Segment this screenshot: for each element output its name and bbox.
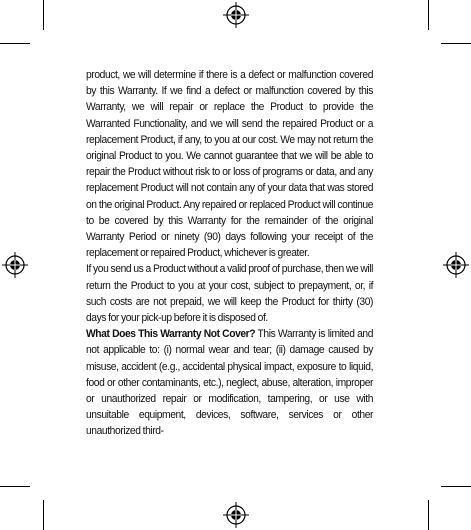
crop-mark-top-right-horizontal [441,43,471,44]
registration-mark-bottom-icon [223,502,249,528]
warranty-text-block [86,67,373,440]
warranty-paragraph-proof-of-purchase: If you send us a Product without a valid proof of purchase, then we will return the Product to you at your cost, subject to prepayment, or, if such costs are not prepaid, we will keep the Product for thirty (30) days for your pick-up before it is disposed of. [86,263,374,325]
registration-mark-right-icon [443,252,469,278]
crop-mark-bottom-left-vertical [43,500,44,530]
warranty-paragraph-repair: product, we will determine if there is a defect or malfunction covered by this Warranty. If we find a defect or malfunction covered by this Warranty, we will repair or replace the Product to provide the Warranted Functionality, and we will send the repaired Product or a replacement Product, if any, to you at our cost. We may not return the original Product to you. We cannot guarantee that we will be able to repair the Product without risk to or loss of programs or data, and any replacement Product will not contain any of your data that was stored on the original Product. Any repaired or replaced Product will continue to be covered by this Warranty for the remainder of the original Warranty Period or ninety (90) days following your receipt of the replacement or repaired Product, whichever is greater. [86,69,374,260]
crop-mark-bottom-right-horizontal [441,486,471,487]
crop-mark-bottom-right-vertical [428,500,429,530]
section-heading-not-covered: What Does This Warranty Not Cover? [86,328,256,341]
registration-mark-top-icon [223,2,249,28]
crop-mark-top-right-vertical [428,0,429,30]
registration-mark-left-icon [2,252,28,278]
not-covered-body: This Warranty is limited and not applicable to: (i) normal wear and tear; (ii) damage caused by misuse, accident (e.g., accidental physical impact, exposure to liquid, food or other contaminants, etc.), neglect, abuse, alteration, improper or unauthorized repair or modification, tampering, or use with unsuitable equipment, devices, software, services or other unauthorized third- [86,328,374,438]
warranty-paragraph-not-covered [86,326,373,439]
crop-mark-top-left-horizontal [0,43,30,44]
crop-mark-top-left-vertical [43,0,44,30]
crop-mark-bottom-left-horizontal [0,486,30,487]
